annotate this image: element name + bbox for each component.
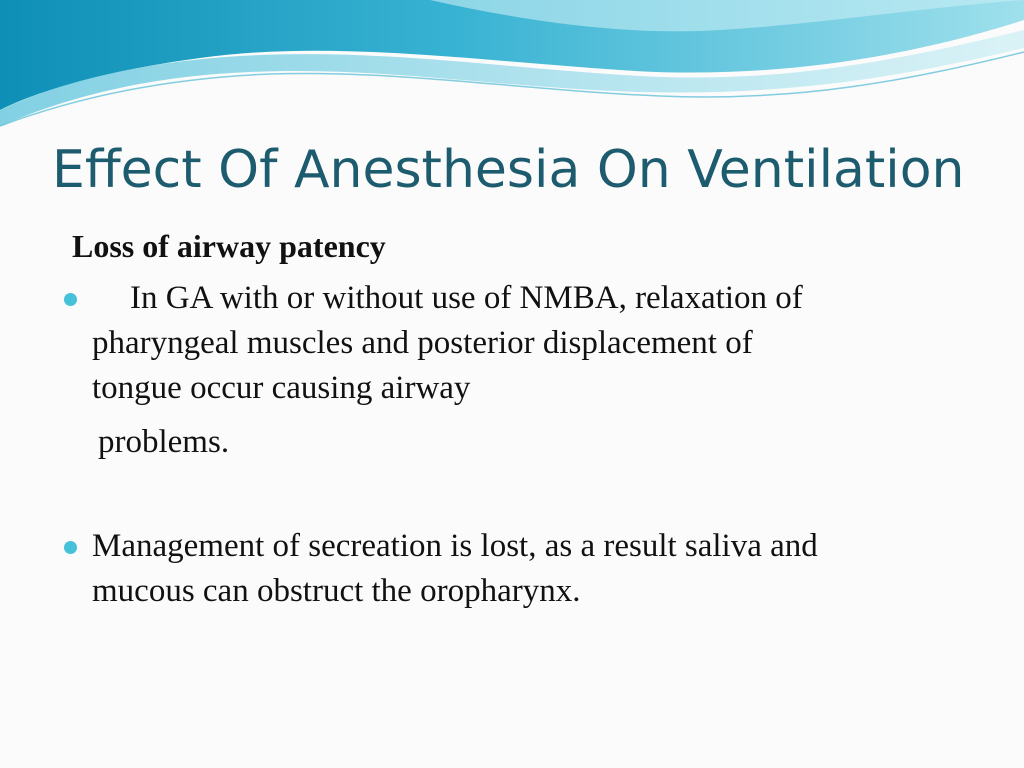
header-wave-decoration [0, 0, 1024, 130]
bullet-dot-icon [64, 293, 77, 306]
bullet-2-line-2: mucous can obstruct the oropharynx. [92, 573, 581, 609]
bullet-item-1 [92, 276, 982, 411]
bullet-1-line-2: pharyngeal muscles and posterior displacement of [92, 325, 753, 361]
section-subheading: Loss of airway patency [72, 228, 386, 264]
bullet-1-line-1: In GA with or without use of NMBA, relaxation of [130, 280, 803, 316]
bullet-dot-icon [64, 541, 77, 554]
bullet-item-2 [92, 524, 982, 614]
bullet-2-line-1: Management of secreation is lost, as a result saliva and [92, 528, 818, 564]
bullet-1-line-3: tongue occur causing airway [92, 370, 471, 406]
slide-title: Effect Of Anesthesia On Ventilation [52, 140, 965, 200]
bullet-1-continuation: problems. [98, 424, 230, 460]
